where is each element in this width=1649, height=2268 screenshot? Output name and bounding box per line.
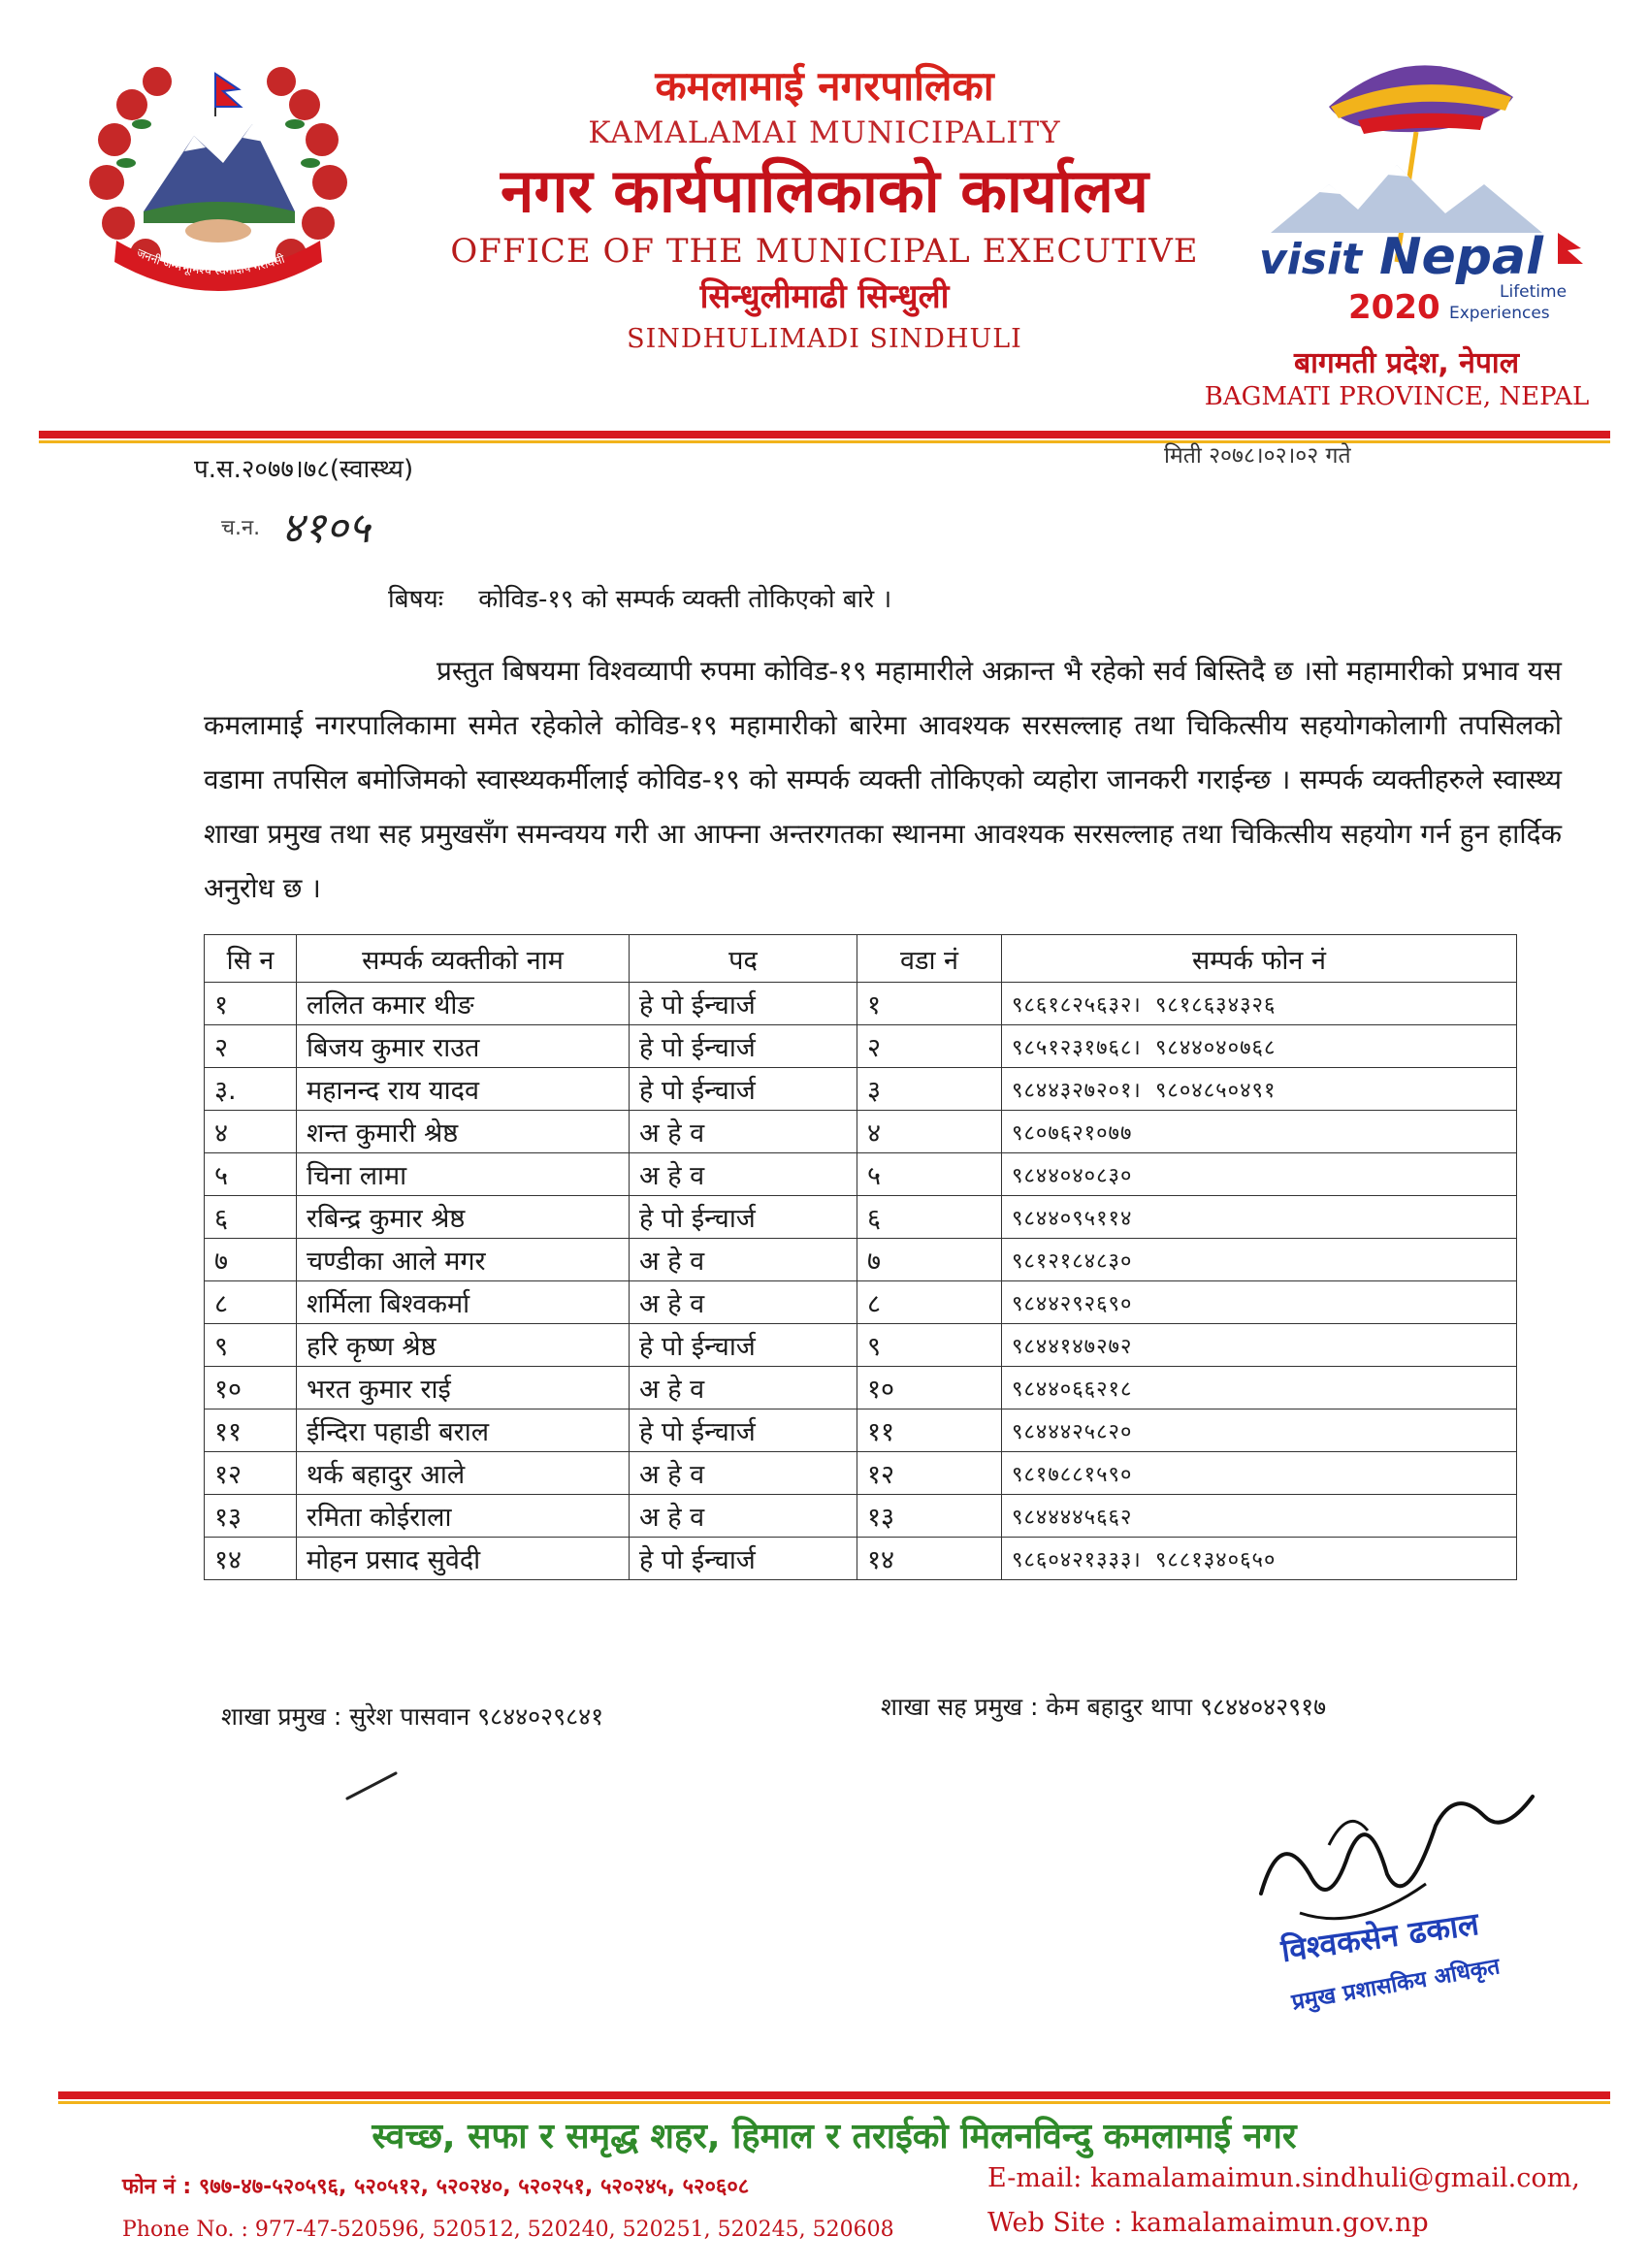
table-row: [205, 1068, 1517, 1111]
cell-ward: ५: [857, 1153, 1002, 1196]
municipality-name-np: कमलामाई नगरपालिका: [655, 62, 994, 110]
cell-post: अ हे व: [630, 1367, 857, 1409]
cell-phone: ९८४४२९२६९०: [1002, 1281, 1517, 1324]
cell-ward: १४: [857, 1538, 1002, 1580]
cell-ward: १०: [857, 1367, 1002, 1409]
cell-phone: ९८४४१४७२७२: [1002, 1324, 1517, 1367]
cell-phone: ९८१७८८१५९०: [1002, 1452, 1517, 1495]
pen-mark: [340, 1766, 407, 1804]
cell-name: मोहन प्रसाद सुवेदी: [297, 1538, 630, 1580]
cell-phone: ९८६१८२५६३२। ९८१८६३४३२६: [1002, 983, 1517, 1025]
footer-divider: [58, 2091, 1610, 2099]
cell-name: रमिता कोईराला: [297, 1495, 630, 1538]
emblem-motto: जननी जन्मभूमिश्च स्वर्गादपि गरीयसी: [134, 245, 287, 278]
cell-ward: ३: [857, 1068, 1002, 1111]
dispatch-number-value: ४१०५: [281, 503, 371, 553]
cell-name: ईन्दिरा पहाडी बराल: [297, 1409, 630, 1452]
cell-name: भरत कुमार राई: [297, 1367, 630, 1409]
col-header-post: पद: [630, 935, 857, 983]
table-row: [205, 1409, 1517, 1452]
cell-name: शर्मिला बिश्वकर्मा: [297, 1281, 630, 1324]
table-row: [205, 1025, 1517, 1068]
table-row: [205, 983, 1517, 1025]
branch-chief: [221, 1700, 603, 1733]
cell-sn: ५: [205, 1153, 297, 1196]
nepal-emblem-logo: [68, 47, 369, 318]
phone-numbers-en: Phone No. : 977-47-520596, 520512, 520240, 520251, 520245, 520608: [122, 2218, 894, 2242]
cell-ward: ७: [857, 1239, 1002, 1281]
cell-post: हे पो ईन्चार्ज: [630, 1409, 857, 1452]
cell-sn: ७: [205, 1239, 297, 1281]
cell-phone: ९८४४४४५६६२: [1002, 1495, 1517, 1538]
cell-phone: ९८४४०६६२१८: [1002, 1367, 1517, 1409]
cell-phone: ९८४४४२५८२०: [1002, 1409, 1517, 1452]
province-en: BAGMATI PROVINCE, NEPAL: [1204, 382, 1590, 411]
cell-name: हरि कृष्ण श्रेष्ठ: [297, 1324, 630, 1367]
cell-ward: ११: [857, 1409, 1002, 1452]
cell-name: रबिन्द्र कुमार श्रेष्ठ: [297, 1196, 630, 1239]
cell-sn: १: [205, 983, 297, 1025]
svg-text:2020: 2020: [1348, 288, 1440, 327]
letter-body: प्रस्तुत बिषयमा विश्वव्यापी रुपमा कोविड-१९ महामारीले अक्रान्त भै रहेको सर्व बिस्तिदै छ ।सो महामारीको प्रभाव यस कमलामाई नगरपालिकामा समेत रहेकोले कोविड-१९ महामारीको बारेमा आवश्यक सरसल्लाह तथा चिकित्सीय सहयोगकोलागी तपसिलको वडामा तपसिल बमोजिमको स्वास्थ्यकर्मीलाई कोविड-१९ को सम्पर्क व्यक्ती तोकिएको व्यहोरा जानकरी गराईन्छ । सम्पर्क व्यक्तीहरुले स्वास्थ्य शाखा प्रमुख तथा सह प्रमुखसँग समन्वयय गरी आ आफ्ना अन्तरगतका स्थानमा आवश्यक सरसल्लाह तथा चिकित्सीय सहयोग गर्न हुन हार्दिक अनुरोध छ ।: [204, 655, 1562, 904]
cell-name: चण्डीका आले मगर: [297, 1239, 630, 1281]
phone-numbers-np: फोन नं : ९७७-४७-५२०५९६, ५२०५१२, ५२०२४०, ५२०२५१, ५२०२४५, ५२०६०८: [122, 2175, 750, 2199]
officer-title-stamp: प्रमुख प्रशासकिय अधिकृत: [1289, 1954, 1503, 2016]
subject-label: बिषयः: [388, 585, 443, 614]
cell-post: अ हे व: [630, 1111, 857, 1153]
svg-text:Nepal: Nepal: [1379, 228, 1543, 286]
cell-post: हे पो ईन्चार्ज: [630, 1538, 857, 1580]
reference-number: प.स.२०७७।७८(स्वास्थ्य): [194, 455, 414, 484]
header-divider-accent: [39, 440, 1610, 443]
cell-sn: १३: [205, 1495, 297, 1538]
svg-text:Lifetime: Lifetime: [1500, 282, 1568, 302]
cell-phone: ९८४४३२७२०१। ९८०४८५०४९१: [1002, 1068, 1517, 1111]
cell-ward: ९: [857, 1324, 1002, 1367]
subject-text: कोविड-१९ को सम्पर्क व्यक्ती तोकिएको बारे ।: [478, 585, 892, 614]
cell-post: अ हे व: [630, 1281, 857, 1324]
header-divider: [39, 431, 1610, 438]
cell-ward: १: [857, 983, 1002, 1025]
cell-phone: ९८१२१८४८३०: [1002, 1239, 1517, 1281]
svg-text:Experiences: Experiences: [1449, 304, 1550, 323]
cell-phone: ९८६०४२१३३३। ९८८१३४०६५०: [1002, 1538, 1517, 1580]
cell-phone: ९८४४०९५११४: [1002, 1196, 1517, 1239]
location-np: सिन्धुलीमाढी सिन्धुली: [699, 277, 950, 316]
footer-divider-accent: [58, 2101, 1610, 2104]
office-name-en: OFFICE OF THE MUNICIPAL EXECUTIVE: [450, 232, 1199, 271]
cell-sn: ११: [205, 1409, 297, 1452]
table-row: [205, 1153, 1517, 1196]
office-name-np: नगर कार्यपालिकाको कार्यालय: [501, 155, 1148, 226]
cell-post: अ हे व: [630, 1452, 857, 1495]
cell-ward: २: [857, 1025, 1002, 1068]
cell-sn: ४: [205, 1111, 297, 1153]
cell-ward: १३: [857, 1495, 1002, 1538]
table-row: [205, 1538, 1517, 1580]
col-header-name: सम्पर्क व्यक्तीको नाम: [297, 935, 630, 983]
cell-sn: ६: [205, 1196, 297, 1239]
cell-phone: ९८०७६२१०७७: [1002, 1111, 1517, 1153]
svg-text:visit: visit: [1259, 235, 1363, 284]
cell-phone: ९८५१२३१७६८। ९८४४०४०७६८: [1002, 1025, 1517, 1068]
table-row: [205, 1196, 1517, 1239]
cell-sn: २: [205, 1025, 297, 1068]
table-row: [205, 1281, 1517, 1324]
cell-ward: ४: [857, 1111, 1002, 1153]
website-address: Web Site : kamalamaimun.gov.np: [987, 2208, 1429, 2238]
cell-post: हे पो ईन्चार्ज: [630, 1068, 857, 1111]
cell-post: हे पो ईन्चार्ज: [630, 1025, 857, 1068]
dispatch-number-label: च.न.: [221, 516, 261, 540]
province-np: बागमती प्रदेश, नेपाल: [1293, 346, 1520, 380]
cell-name: ललित कमार थीङ: [297, 983, 630, 1025]
cell-phone: ९८४४०४०८३०: [1002, 1153, 1517, 1196]
email-address: E-mail: kamalamaimun.sindhuli@gmail.com,: [987, 2163, 1580, 2193]
table-row: [205, 1239, 1517, 1281]
table-row: [205, 1452, 1517, 1495]
table-header-row: [205, 935, 1517, 983]
officer-name-stamp: विश्वकसेन ढकाल: [1278, 1904, 1481, 1970]
table-row: [205, 1324, 1517, 1367]
cell-post: हे पो ईन्चार्ज: [630, 1196, 857, 1239]
footer-slogan: स्वच्छ, सफा र समृद्ध शहर, हिमाल र तराईको मिलनविन्दु कमलामाई नगर: [372, 2117, 1297, 2156]
branch-co-chief: [881, 1690, 1326, 1723]
col-header-ward: वडा नं: [857, 935, 1002, 983]
branch-chief-value: सुरेश पासवान ९८४४०२९८४१: [349, 1702, 604, 1731]
contact-persons-table: [204, 934, 1517, 1580]
table-row: [205, 1495, 1517, 1538]
visit-nepal-logo: [1251, 39, 1591, 340]
cell-sn: १४: [205, 1538, 297, 1580]
cell-ward: ६: [857, 1196, 1002, 1239]
cell-sn: ३.: [205, 1068, 297, 1111]
cell-name: थर्क बहादुर आले: [297, 1452, 630, 1495]
location-en: SINDHULIMADI SINDHULI: [627, 324, 1022, 354]
branch-co-chief-value: केम बहादुर थापा ९८४४०४२९१७: [1046, 1693, 1327, 1721]
cell-name: चिना लामा: [297, 1153, 630, 1196]
letter-date: मिती २०७८।०२।०२ गते: [1164, 443, 1351, 469]
col-header-sn: सि न: [205, 935, 297, 983]
cell-sn: १०: [205, 1367, 297, 1409]
cell-post: हे पो ईन्चार्ज: [630, 1324, 857, 1367]
table-row: [205, 1367, 1517, 1409]
branch-co-chief-label: शाखा सह प्रमुख :: [881, 1693, 1039, 1721]
cell-post: अ हे व: [630, 1153, 857, 1196]
cell-name: शन्त कुमारी श्रेष्ठ: [297, 1111, 630, 1153]
cell-name: बिजय कुमार राउत: [297, 1025, 630, 1068]
branch-chief-label: शाखा प्रमुख :: [221, 1702, 342, 1731]
cell-sn: ९: [205, 1324, 297, 1367]
subject-line: [388, 580, 891, 615]
col-header-phone: सम्पर्क फोन नं: [1002, 935, 1517, 983]
cell-post: अ हे व: [630, 1495, 857, 1538]
cell-ward: ८: [857, 1281, 1002, 1324]
letterhead: [407, 60, 1242, 359]
cell-post: अ हे व: [630, 1239, 857, 1281]
cell-sn: ८: [205, 1281, 297, 1324]
cell-sn: १२: [205, 1452, 297, 1495]
table-row: [205, 1111, 1517, 1153]
cell-name: महानन्द राय यादव: [297, 1068, 630, 1111]
municipality-name-en: KAMALAMAI MUNICIPALITY: [588, 115, 1061, 150]
cell-ward: १२: [857, 1452, 1002, 1495]
cell-post: हे पो ईन्चार्ज: [630, 983, 857, 1025]
